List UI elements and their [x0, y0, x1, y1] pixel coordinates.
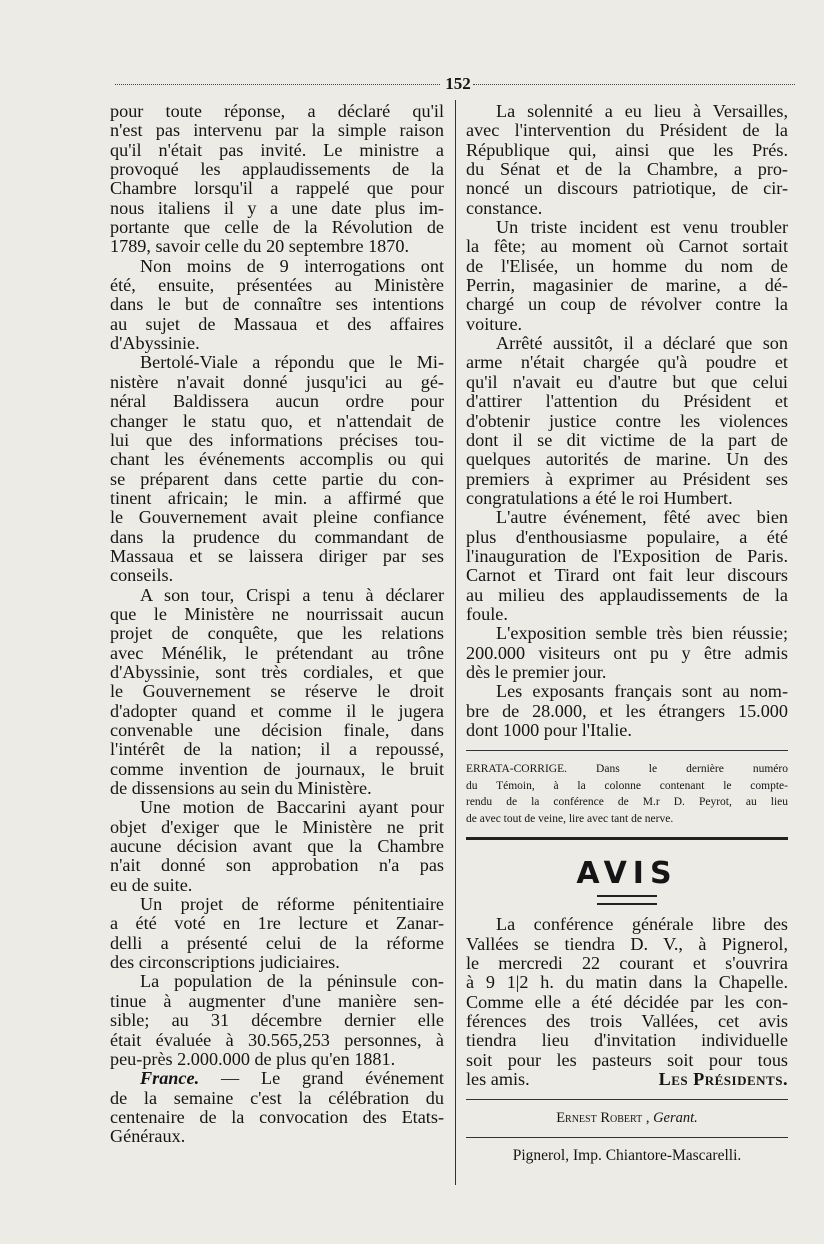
- right-paragraph-4-line: l'inauguration de l'Exposition de Paris.: [466, 545, 788, 566]
- left-paragraph-5-line: Une motion de Baccarini ayant pour: [140, 797, 444, 818]
- page-header: [115, 74, 795, 94]
- avis-closing: les amis.: [466, 1069, 530, 1090]
- gerant-name: Ernest Robert: [556, 1110, 643, 1127]
- header-rule-left: [115, 84, 440, 85]
- left-paragraph-2-line: d'Abyssinie.: [110, 333, 200, 354]
- left-paragraph-6-line: Un projet de réforme pénitentiaire: [140, 894, 444, 915]
- left-paragraph-4-line: convenable une décision finale, dans: [110, 720, 444, 740]
- gerant-separator: ,: [642, 1110, 654, 1127]
- right-paragraph-5-line: dès le premier jour.: [466, 661, 607, 682]
- left-paragraph-7-line: sible; au 31 décembre dernier elle: [110, 1010, 444, 1031]
- right-column-articles: [466, 102, 788, 740]
- right-paragraph-4-line: au milieu des applaudissements de la: [466, 584, 788, 605]
- left-paragraph-4-line: projet de conquête, que les relations: [110, 623, 444, 644]
- left-paragraph-2-line: dans le but de connaître ses intentions: [110, 294, 444, 315]
- left-paragraph-2-line: été, ensuite, présentées au Ministère: [110, 275, 444, 296]
- right-paragraph-2-line: chargé un coup de révolver contre la: [466, 294, 788, 315]
- right-paragraph-6-line: dont 1000 pour l'Italie.: [466, 720, 632, 740]
- column-divider: [455, 100, 456, 1185]
- section-lead: France.: [140, 1068, 200, 1089]
- right-paragraph-3-line: qu'il n'avait eu d'autre but que celui: [466, 371, 788, 392]
- right-paragraph-4-line: plus d'enthousiasme populaire, a été: [466, 526, 788, 547]
- left-paragraph-7-line: La population de la péninsule con-: [140, 971, 444, 992]
- errata-line: ERRATA-CORRIGE. Dans le dernière numéro: [466, 763, 788, 776]
- left-paragraph-6-line: a été voté en 1re lecture et Zanar-: [110, 913, 444, 934]
- left-paragraph-2-line: au sujet de Massaua et des affaires: [110, 313, 444, 334]
- errata-note: [466, 761, 788, 827]
- left-paragraph-3-line: le Gouvernement avait pleine confiance: [110, 507, 444, 528]
- page-number: 152: [445, 74, 471, 93]
- left-paragraph-8-line: Généraux.: [110, 1126, 186, 1147]
- right-paragraph-5-line: L'exposition semble très bien réussie;: [496, 623, 788, 644]
- right-paragraph-3-line: dont il se dit victime de la part de: [466, 429, 788, 450]
- left-paragraph-3-line: tinent africain; le min. a affirmé que: [110, 487, 444, 508]
- right-paragraph-1-line: République qui, ainsi que les Prés.: [466, 139, 788, 160]
- left-paragraph-3-line: changer le statu quo, et n'attendait de: [110, 410, 444, 431]
- avis-line: férences des trois Vallées, cet avis: [466, 1011, 788, 1032]
- right-paragraph-3-line: arme n'était chargée qu'à poudre et: [466, 352, 788, 373]
- right-paragraph-2-line: la fête; au moment où Carnot sortait: [466, 236, 788, 257]
- left-paragraph-6-line: delli a présenté celui de la réforme: [110, 932, 444, 953]
- left-paragraph-4-line: d'Abyssinie, sont très cordiales, et que: [110, 661, 444, 682]
- left-paragraph-4-line: de dissensions au sein du Ministère.: [110, 778, 372, 799]
- right-paragraph-3-line: Arrêté aussitôt, il a déclaré que son: [496, 333, 788, 354]
- left-paragraph-7-line: peu-près 2.000.000 de plus qu'en 1881.: [110, 1048, 396, 1069]
- left-paragraph-5-line: n'ait donné son approbation n'a pas: [110, 855, 444, 876]
- left-paragraph-8-line: France. — Le grand événement: [140, 1068, 444, 1089]
- right-paragraph-1-line: noncé un discours patriotique, de cir-: [466, 178, 788, 199]
- left-paragraph-3-line: Massaua et se laissera diriger par ses: [110, 545, 444, 566]
- right-paragraph-1-line: avec l'intervention du Président de la: [466, 120, 788, 141]
- left-paragraph-3-line: chant les événements accomplis ou qui: [110, 449, 444, 470]
- right-paragraph-4-line: Carnot et Tirard ont fait leur discours: [466, 565, 788, 586]
- avis-line: Vallées se tiendra D. V., à Pignerol,: [466, 933, 788, 954]
- gerant-line: [466, 1110, 788, 1127]
- right-paragraph-1-line: La solennité a eu lieu à Versailles,: [496, 101, 788, 121]
- errata-line: de avec tout de veine, lire avec tant de nerve.: [466, 812, 674, 825]
- left-paragraph-4-line: avec Ménélik, le prétendant au trône: [110, 642, 444, 663]
- right-paragraph-3-line: d'attirer l'attention du Président et: [466, 391, 788, 412]
- left-paragraph-1-line: pour toute réponse, a déclaré qu'il: [110, 101, 444, 121]
- left-paragraph-3-line: lui que des informations précises tou-: [110, 429, 444, 450]
- avis-ornament: [597, 895, 657, 905]
- avis-line: le mercredi 22 courant et s'ouvrira: [466, 953, 788, 974]
- right-paragraph-3-line: congratulations a été le roi Humbert.: [466, 487, 733, 508]
- left-paragraph-8-line: centenaire de la convocation des Etats-: [110, 1106, 444, 1127]
- left-paragraph-1-line: nous italiens il y a une date plus im-: [110, 197, 444, 218]
- left-paragraph-6-line: des circonscriptions judiciaires.: [110, 952, 340, 973]
- printer-imprint: Pignerol, Imp. Chiantore-Mascarelli.: [512, 1147, 742, 1165]
- left-paragraph-4-line: d'adopter quand et comme il le jugera: [110, 700, 444, 721]
- left-paragraph-4-line: que le Ministère ne nourrissait aucun: [110, 603, 444, 624]
- gerant-rule: [466, 1099, 788, 1100]
- left-column: [110, 102, 444, 1147]
- left-paragraph-2-line: Non moins de 9 interrogations ont: [140, 255, 444, 276]
- avis-line: Comme elle a été décidée par les con-: [466, 991, 788, 1012]
- header-rule-right: [473, 84, 795, 85]
- left-paragraph-3-line: se préparent dans cette partie du con-: [110, 468, 444, 489]
- left-paragraph-8-line: de la semaine c'est la célébration du: [110, 1087, 444, 1108]
- avis-title: AVIS: [576, 856, 678, 892]
- left-paragraph-1-line: Chambre lorsqu'il a rappelé que pour: [110, 178, 444, 199]
- avis-signature: Les Présidents.: [658, 1069, 788, 1090]
- right-paragraph-1-line: du Sénat et de la Chambre, a pro-: [466, 159, 788, 180]
- left-paragraph-3-line: dans la prudence du commandant de: [110, 526, 444, 547]
- left-paragraph-1-line: n'est pas intervenu par la simple raison: [110, 120, 444, 141]
- right-paragraph-3-line: quelques autorités de marine. Un des: [466, 449, 788, 470]
- avis-line: à 9 1|2 h. du matin dans la Chapelle.: [466, 972, 788, 993]
- left-paragraph-3-line: Bertolé-Viale a répondu que le Mi-: [140, 352, 444, 373]
- avis-line: soit pour les pasteurs soit pour tous: [466, 1049, 788, 1070]
- avis-rule: [466, 837, 788, 840]
- right-paragraph-2-line: Un triste incident est venu troubler: [496, 217, 788, 238]
- left-paragraph-4-line: comme invention de journaux, le bruit: [110, 758, 444, 779]
- avis-line: tiendra lieu d'invitation individuelle: [466, 1030, 788, 1051]
- right-paragraph-2-line: Perrin, magasinier de marine, a dé-: [466, 275, 788, 296]
- left-paragraph-5-line: objet d'exiger que le Ministère ne prit: [110, 816, 444, 837]
- right-paragraph-4-line: L'autre événement, fêté avec bien: [496, 507, 788, 528]
- avis-signature-line: [466, 1070, 788, 1089]
- right-paragraph-3-line: d'obtenir justice contre les violences: [466, 410, 788, 431]
- right-paragraph-3-line: premiers à exprimer au Président ses: [466, 468, 788, 489]
- right-paragraph-4-line: foule.: [466, 603, 508, 624]
- left-paragraph-7-line: tinue à augmenter d'une manière sen-: [110, 990, 444, 1011]
- left-paragraph-1-line: 1789, savoir celle du 20 septembre 1870.: [110, 236, 410, 257]
- gerant-role: Gerant.: [653, 1110, 698, 1127]
- left-paragraph-3-line: conseils.: [110, 565, 174, 586]
- right-paragraph-1-line: constance.: [466, 197, 543, 218]
- errata-rule: [466, 750, 788, 751]
- left-paragraph-1-line: provoqué les applaudissements de la: [110, 159, 444, 180]
- right-paragraph-2-line: voiture.: [466, 313, 523, 334]
- left-paragraph-5-line: aucune décision avant que la Chambre: [110, 836, 444, 857]
- left-paragraph-4-line: A son tour, Crispi a tenu à déclarer: [140, 584, 444, 605]
- errata-line: du Témoin, à la colonne contenant le compte-: [466, 779, 788, 792]
- left-paragraph-5-line: eu de suite.: [110, 874, 193, 895]
- avis-line: La conférence générale libre des: [496, 914, 788, 935]
- left-paragraph-1-line: portante que celle de la Révolution de: [110, 217, 444, 238]
- left-paragraph-1-line: qu'il n'était pas invité. Le ministre a: [110, 139, 444, 160]
- printer-rule: [466, 1137, 788, 1138]
- right-paragraph-6-line: bre de 28.000, et les étrangers 15.000: [466, 700, 788, 721]
- left-paragraph-7-line: était évaluée à 30.565,253 personnes, à: [110, 1029, 444, 1050]
- errata-line: rendu de la conférence de M.r D. Peyrot, au lieu: [466, 796, 788, 809]
- avis-body: [466, 915, 788, 1070]
- left-paragraph-4-line: l'intérêt de la nation; il a repoussé,: [110, 739, 444, 760]
- right-paragraph-2-line: de l'Elisée, un homme du nom de: [466, 255, 788, 276]
- left-paragraph-3-line: nistère n'avait donné jusqu'ici au gé-: [110, 371, 444, 392]
- right-paragraph-6-line: Les exposants français sont au nom-: [496, 681, 788, 702]
- left-paragraph-4-line: le Gouvernement se réserve le droit: [110, 681, 444, 702]
- left-paragraph-3-line: néral Baldissera aucun ordre pour: [110, 391, 444, 412]
- right-paragraph-5-line: 200.000 visiteurs ont pu y être admis: [466, 642, 788, 663]
- right-column: [466, 102, 788, 1165]
